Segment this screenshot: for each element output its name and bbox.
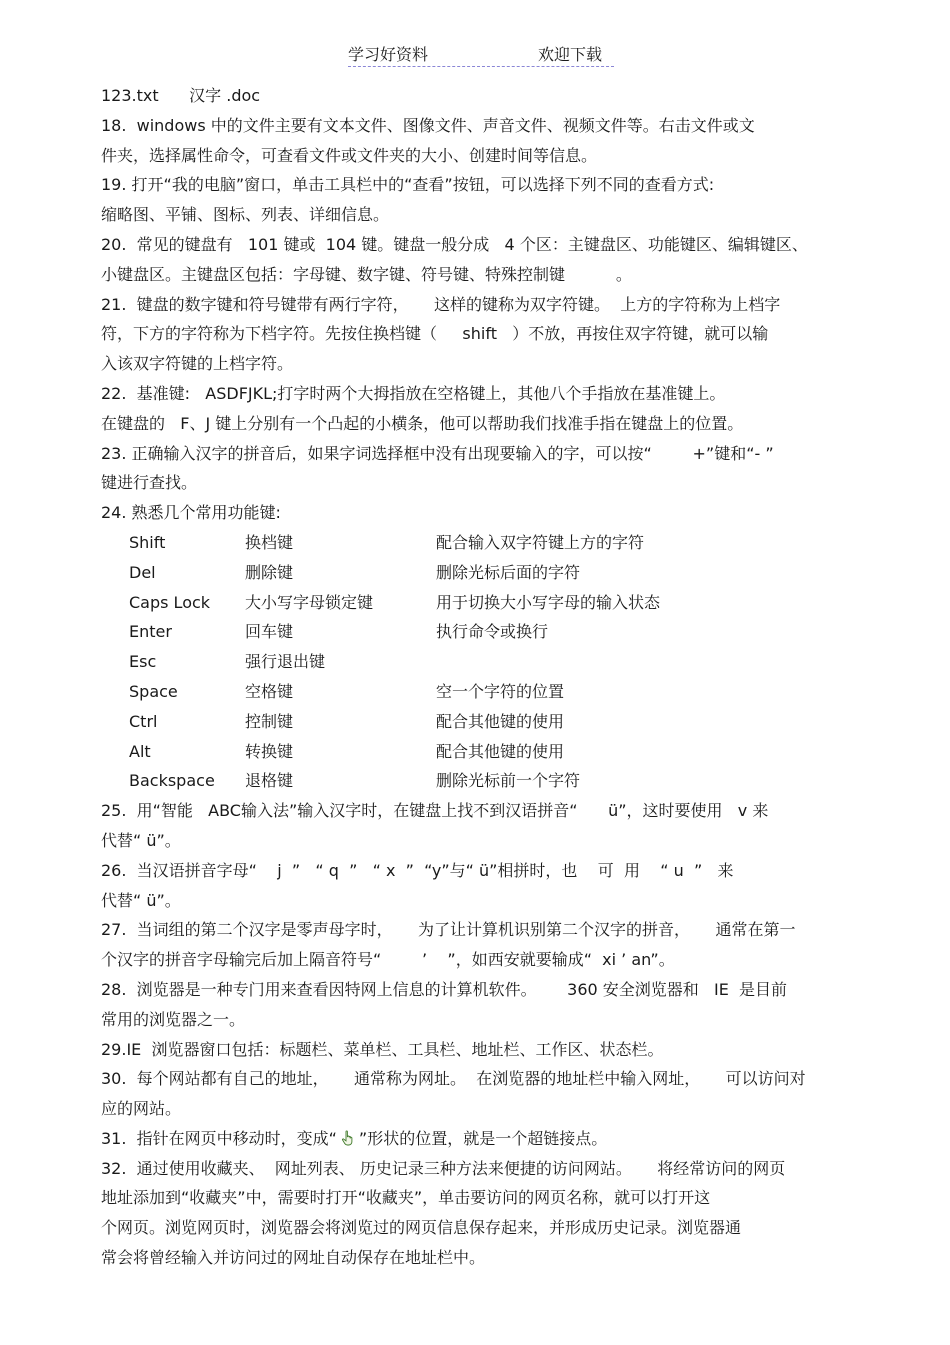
item-30-line-1: 30. 每个网站都有自己的地址， 通常称为网址。 在浏览器的地址栏中输入网址， 可以访问对: [101, 1069, 806, 1089]
item-25-line-1: 25. 用“智能 ABC输入法”输入汉字时，在键盘上找不到汉语拼音“ ü”，这时要使用 v 来: [101, 801, 769, 821]
item-19-line-1: 19. 打开“我的电脑”窗口，单击工具栏中的“查看”按钮，可以选择下列不同的查看方式:: [101, 175, 715, 195]
key-description: 用于切换大小写字母的输入状态: [436, 592, 661, 612]
item-32-line-2: 地址添加到“收藏夹”中，需要时打开“收藏夹”，单击要访问的网页名称，就可以打开这: [101, 1188, 711, 1208]
item-21-line-3: 入该双字符键的上档字符。: [101, 354, 294, 374]
item-19-line-2: 缩略图、平铺、图标、列表、详细信息。: [101, 205, 390, 225]
key-row: [101, 647, 861, 677]
key-description: 删除光标后面的字符: [436, 562, 581, 582]
key-row: [101, 617, 861, 647]
item-18-line-2: 件夹，选择属性命令，可查看文件或文件夹的大小、创建时间等信息。: [101, 145, 598, 165]
key-label: Enter: [129, 622, 172, 642]
key-name: 强行退出键: [245, 652, 326, 672]
item-28-line-2: 常用的浏览器之一。: [101, 1009, 246, 1029]
key-label: Shift: [129, 532, 166, 552]
key-row: [101, 707, 861, 737]
item-21-line-1: 21. 键盘的数字键和符号键带有两行字符， 这样的键称为双字符键。 上方的字符称为上档字: [101, 294, 781, 314]
item-24-heading: 24. 熟悉几个常用功能键:: [101, 503, 281, 523]
item-26-line-1: 26. 当汉语拼音字母“ j ” “ q ” “ x ” “y”与“ ü”相拼时，也 可 用 “ u ” 来: [101, 860, 734, 880]
item-23-line-2: 键进行查找。: [101, 473, 198, 493]
item-23-line-1: 23. 正确输入汉字的拼音后，如果字词选择框中没有出现要输入的字，可以按“ +”键和“- ”: [101, 443, 774, 463]
key-name: 换档键: [245, 532, 294, 552]
item-31-text-after: ”形状的位置，就是一个超链接点。: [358, 1128, 608, 1148]
key-description: 删除光标前一个字符: [436, 771, 581, 791]
item-32-line-3: 个网页。浏览网页时，浏览器会将浏览过的网页信息保存起来，并形成历史记录。浏览器通: [101, 1218, 742, 1238]
item-20-line-1: 20. 常见的键盘有 101 键或 104 键。键盘一般分成 4 个区：主键盘区、功能键区、编辑键区、: [101, 234, 808, 254]
key-label: Del: [129, 562, 156, 582]
key-label: Backspace: [129, 771, 215, 791]
key-label: Esc: [129, 652, 157, 672]
key-description: 配合其他键的使用: [436, 741, 565, 761]
key-name: 大小写字母锁定键: [245, 592, 374, 612]
item-21-line-2: 符，下方的字符称为下档字符。先按住换档键（ shift ）不放，再按住双字符键，就可以输: [101, 324, 769, 344]
page-header: [348, 40, 614, 67]
key-label: Alt: [129, 741, 151, 761]
key-row: [101, 528, 861, 558]
item-26-line-2: 代替“ ü”。: [101, 890, 181, 910]
key-description: 空一个字符的位置: [436, 681, 565, 701]
header-left-text: 学习好资料: [348, 45, 429, 64]
item-18-line-1: 18. windows 中的文件主要有文本文件、图像文件、声音文件、视频文件等。右击文件或文: [101, 115, 755, 135]
key-description: 执行命令或换行: [436, 622, 549, 642]
hand-pointer-icon: [341, 1126, 355, 1142]
item-31-line: [101, 1124, 861, 1154]
item-29-line: 29.IE 浏览器窗口包括：标题栏、菜单栏、工具栏、地址栏、工作区、状态栏。: [101, 1039, 664, 1059]
function-keys-table: [101, 528, 861, 796]
key-name: 回车键: [245, 622, 294, 642]
key-name: 控制键: [245, 711, 294, 731]
item-27-line-2: 个汉字的拼音字母输完后加上隔音符号“ ’ ”，如西安就要输成“ xi ’ an”。: [101, 950, 675, 970]
key-label: Caps Lock: [129, 592, 211, 612]
key-description: 配合其他键的使用: [436, 711, 565, 731]
key-row: [101, 588, 861, 618]
key-label: Space: [129, 681, 178, 701]
item-32-line-4: 常会将曾经输入并访问过的网址自动保存在地址栏中。: [101, 1248, 486, 1268]
item-20-line-2: 小键盘区。主键盘区包括：字母键、数字键、符号键、特殊控制键 。: [101, 264, 632, 284]
key-row: [101, 677, 861, 707]
header-right-text: 欢迎下载: [538, 45, 603, 64]
key-name: 转换键: [245, 741, 294, 761]
key-label: Ctrl: [129, 711, 158, 731]
item-25-line-2: 代替“ ü”。: [101, 830, 181, 850]
key-row: [101, 558, 861, 588]
key-name: 空格键: [245, 681, 294, 701]
item-32-line-1: 32. 通过使用收藏夹、 网址列表、 历史记录三种方法来便捷的访问网站。 将经常访问的网页: [101, 1158, 786, 1178]
item-31-text-before: 31. 指针在网页中移动时，变成“: [101, 1128, 337, 1148]
item-22-line-2: 在键盘的 F、J 键上分别有一个凸起的小横条，他可以帮助我们找准手指在键盘上的位置。: [101, 413, 744, 433]
file-names-line: 123.txt 汉字 .doc: [101, 86, 261, 105]
item-28-line-1: 28. 浏览器是一种专门用来查看因特网上信息的计算机软件。 360 安全浏览器和 IE 是目前: [101, 979, 788, 999]
document-body: [101, 81, 861, 1273]
key-name: 删除键: [245, 562, 294, 582]
key-row: [101, 737, 861, 767]
item-27-line-1: 27. 当词组的第二个汉字是零声母字时， 为了让计算机识别第二个汉字的拼音， 通常在第一: [101, 920, 796, 940]
key-row: [101, 766, 861, 796]
key-description: 配合输入双字符键上方的字符: [436, 532, 645, 552]
key-name: 退格键: [245, 771, 294, 791]
item-30-line-2: 应的网站。: [101, 1099, 182, 1119]
item-22-line-1: 22. 基准键: ASDFJKL;打字时两个大拇指放在空格键上，其他八个手指放在基准键上。: [101, 383, 726, 403]
